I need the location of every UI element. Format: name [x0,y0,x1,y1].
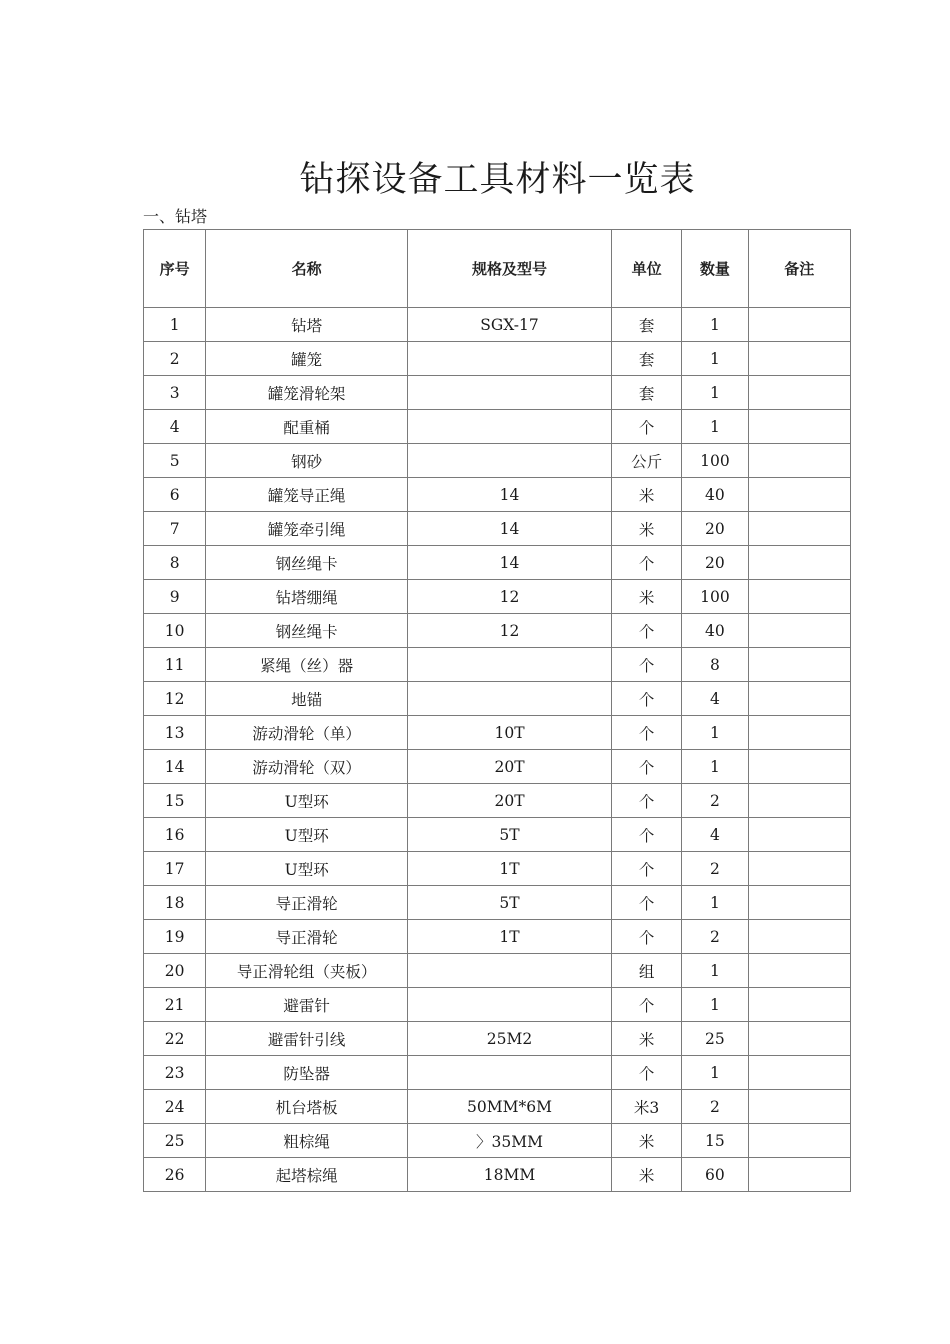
cell-note [748,648,850,682]
cell-note [748,580,850,614]
cell-no: 11 [144,648,206,682]
cell-unit: 个 [611,852,681,886]
cell-note [748,444,850,478]
table-row [144,546,851,580]
cell-spec: 14 [408,512,612,546]
section-heading: 一、钻塔 [143,207,208,226]
cell-no: 20 [144,954,206,988]
cell-spec [408,410,612,444]
table-row [144,1124,851,1158]
table-row [144,308,851,342]
cell-no: 17 [144,852,206,886]
cell-name: 游动滑轮（单） [206,716,408,750]
cell-unit: 个 [611,614,681,648]
cell-no: 14 [144,750,206,784]
cell-qty: 1 [682,308,748,342]
cell-unit: 米 [611,1022,681,1056]
cell-note [748,818,850,852]
cell-unit: 个 [611,1056,681,1090]
cell-name: 罐笼导正绳 [206,478,408,512]
cell-spec: 12 [408,614,612,648]
table-header-row [144,230,851,308]
table-row [144,512,851,546]
cell-unit: 套 [611,376,681,410]
table-row [144,1022,851,1056]
cell-note [748,376,850,410]
cell-name: 避雷针引线 [206,1022,408,1056]
cell-no: 13 [144,716,206,750]
table-row [144,716,851,750]
cell-note [748,1158,850,1192]
cell-spec [408,342,612,376]
table-row [144,1056,851,1090]
cell-qty: 1 [682,886,748,920]
cell-note [748,750,850,784]
cell-name: 罐笼牵引绳 [206,512,408,546]
cell-no: 12 [144,682,206,716]
cell-qty: 1 [682,988,748,1022]
cell-note [748,1022,850,1056]
cell-note [748,784,850,818]
cell-qty: 25 [682,1022,748,1056]
table-row [144,750,851,784]
table-row [144,1090,851,1124]
table-row [144,478,851,512]
cell-name: 粗棕绳 [206,1124,408,1158]
table-row [144,648,851,682]
cell-note [748,988,850,1022]
header-note: 备注 [748,230,850,308]
cell-note [748,342,850,376]
cell-qty: 2 [682,920,748,954]
cell-qty: 20 [682,512,748,546]
table-row [144,818,851,852]
cell-spec: 20T [408,750,612,784]
cell-note [748,614,850,648]
cell-spec: 5T [408,818,612,852]
cell-note [748,410,850,444]
cell-no: 2 [144,342,206,376]
cell-spec: 1T [408,920,612,954]
cell-no: 7 [144,512,206,546]
table-row [144,614,851,648]
header-unit: 单位 [611,230,681,308]
table-row [144,1158,851,1192]
cell-spec: 10T [408,716,612,750]
cell-no: 19 [144,920,206,954]
cell-unit: 组 [611,954,681,988]
cell-name: 钢丝绳卡 [206,546,408,580]
cell-unit: 个 [611,716,681,750]
cell-name: 钻塔 [206,308,408,342]
cell-spec: 50MM*6M [408,1090,612,1124]
cell-qty: 60 [682,1158,748,1192]
cell-spec: 14 [408,546,612,580]
table-row [144,988,851,1022]
cell-note [748,478,850,512]
cell-name: 导正滑轮 [206,886,408,920]
cell-name: 紧绳（丝）器 [206,648,408,682]
header-spec: 规格及型号 [408,230,612,308]
cell-note [748,1090,850,1124]
equipment-table [143,229,851,1192]
cell-qty: 15 [682,1124,748,1158]
cell-no: 23 [144,1056,206,1090]
cell-qty: 1 [682,1056,748,1090]
cell-name: 起塔棕绳 [206,1158,408,1192]
cell-name: 机台塔板 [206,1090,408,1124]
cell-name: 钢丝绳卡 [206,614,408,648]
cell-note [748,512,850,546]
cell-note [748,920,850,954]
table-row [144,376,851,410]
cell-qty: 1 [682,342,748,376]
cell-no: 16 [144,818,206,852]
cell-unit: 个 [611,682,681,716]
cell-no: 1 [144,308,206,342]
cell-unit: 套 [611,308,681,342]
cell-unit: 个 [611,920,681,954]
cell-no: 25 [144,1124,206,1158]
cell-name: U型环 [206,784,408,818]
cell-name: 罐笼滑轮架 [206,376,408,410]
cell-spec [408,1056,612,1090]
cell-name: 罐笼 [206,342,408,376]
cell-qty: 2 [682,1090,748,1124]
cell-qty: 2 [682,852,748,886]
cell-spec: 14 [408,478,612,512]
table-row [144,444,851,478]
cell-qty: 1 [682,750,748,784]
cell-qty: 1 [682,410,748,444]
cell-unit: 套 [611,342,681,376]
table-row [144,852,851,886]
cell-no: 5 [144,444,206,478]
cell-no: 10 [144,614,206,648]
cell-note [748,716,850,750]
cell-unit: 米 [611,1124,681,1158]
cell-note [748,954,850,988]
cell-qty: 100 [682,444,748,478]
table-row [144,784,851,818]
cell-qty: 4 [682,818,748,852]
cell-no: 4 [144,410,206,444]
cell-unit: 个 [611,546,681,580]
cell-unit: 米 [611,580,681,614]
cell-spec [408,648,612,682]
cell-note [748,546,850,580]
cell-name: U型环 [206,852,408,886]
cell-spec: 18MM [408,1158,612,1192]
cell-no: 22 [144,1022,206,1056]
cell-spec: SGX-17 [408,308,612,342]
cell-no: 24 [144,1090,206,1124]
cell-note [748,1124,850,1158]
header-qty: 数量 [682,230,748,308]
cell-name: U型环 [206,818,408,852]
cell-spec: 25M2 [408,1022,612,1056]
table-body [144,308,851,1192]
table-row [144,886,851,920]
cell-no: 26 [144,1158,206,1192]
cell-name: 导正滑轮 [206,920,408,954]
cell-note [748,852,850,886]
page-title: 钻探设备工具材料一览表 [299,160,696,200]
cell-qty: 1 [682,716,748,750]
cell-unit: 个 [611,886,681,920]
cell-spec [408,444,612,478]
cell-name: 地锚 [206,682,408,716]
cell-name: 避雷针 [206,988,408,1022]
cell-unit: 个 [611,988,681,1022]
cell-unit: 米 [611,1158,681,1192]
cell-no: 8 [144,546,206,580]
cell-no: 15 [144,784,206,818]
cell-unit: 米3 [611,1090,681,1124]
cell-note [748,886,850,920]
header-name: 名称 [206,230,408,308]
cell-name: 导正滑轮组（夹板） [206,954,408,988]
cell-spec: 〉35MM [408,1124,612,1158]
cell-no: 6 [144,478,206,512]
cell-note [748,682,850,716]
cell-qty: 1 [682,376,748,410]
cell-qty: 40 [682,614,748,648]
cell-no: 21 [144,988,206,1022]
cell-unit: 个 [611,784,681,818]
cell-spec: 1T [408,852,612,886]
cell-qty: 2 [682,784,748,818]
cell-unit: 个 [611,750,681,784]
table-row [144,954,851,988]
cell-note [748,1056,850,1090]
cell-name: 防坠器 [206,1056,408,1090]
cell-qty: 100 [682,580,748,614]
cell-no: 18 [144,886,206,920]
cell-spec: 5T [408,886,612,920]
cell-no: 3 [144,376,206,410]
table-row [144,920,851,954]
cell-qty: 20 [682,546,748,580]
cell-unit: 个 [611,648,681,682]
cell-qty: 40 [682,478,748,512]
cell-qty: 1 [682,954,748,988]
cell-name: 游动滑轮（双） [206,750,408,784]
cell-note [748,308,850,342]
cell-unit: 米 [611,478,681,512]
table-row [144,342,851,376]
header-no: 序号 [144,230,206,308]
cell-spec [408,682,612,716]
cell-name: 配重桶 [206,410,408,444]
cell-name: 钢砂 [206,444,408,478]
cell-unit: 个 [611,818,681,852]
cell-unit: 米 [611,512,681,546]
table-row [144,682,851,716]
cell-qty: 4 [682,682,748,716]
cell-spec [408,988,612,1022]
table-row [144,410,851,444]
cell-spec: 12 [408,580,612,614]
cell-no: 9 [144,580,206,614]
cell-qty: 8 [682,648,748,682]
cell-name: 钻塔绷绳 [206,580,408,614]
table-row [144,580,851,614]
cell-unit: 个 [611,410,681,444]
cell-spec [408,954,612,988]
cell-unit: 公斤 [611,444,681,478]
cell-spec: 20T [408,784,612,818]
cell-spec [408,376,612,410]
